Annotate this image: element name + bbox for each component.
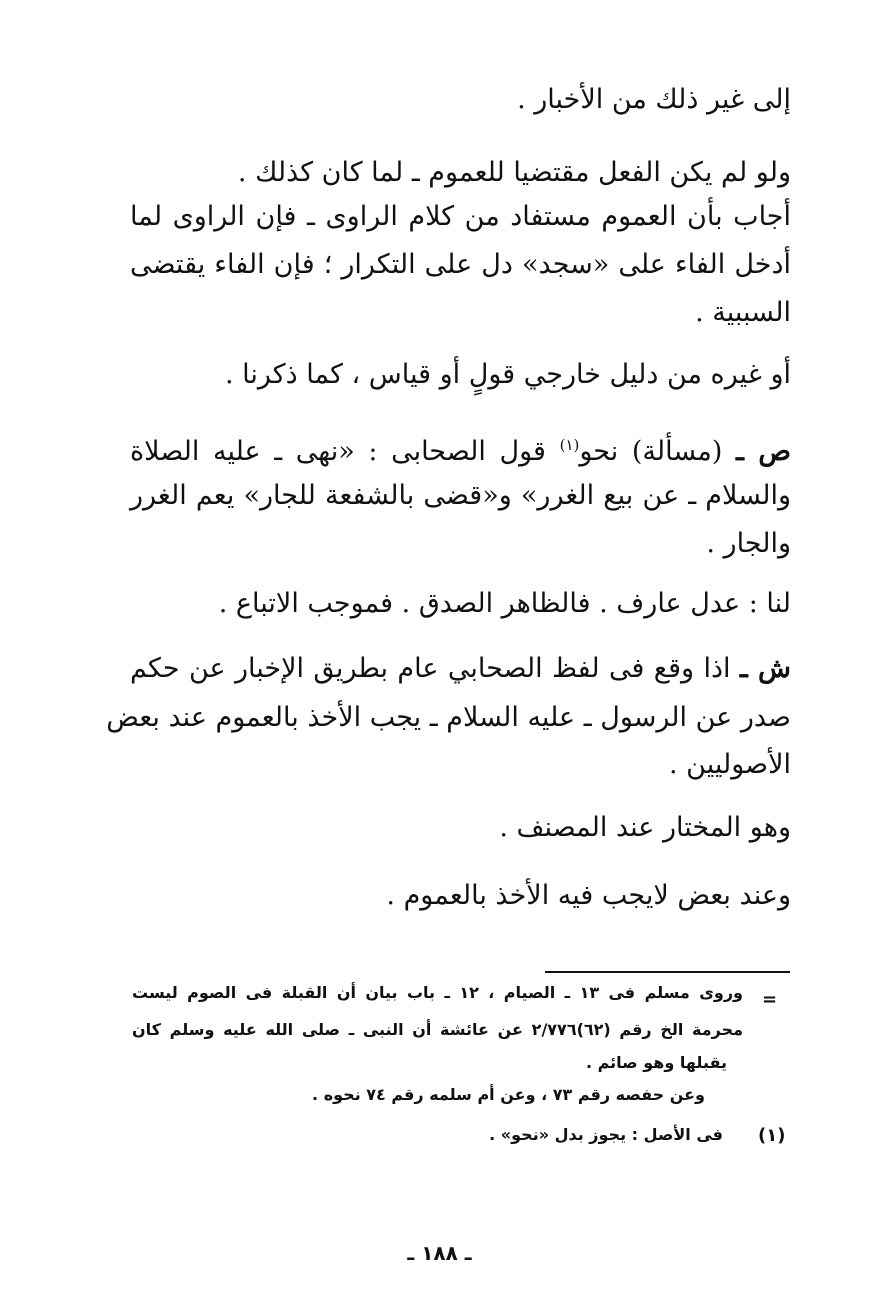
body-line-6: أو غيره من دليل خارجي قولٍ أو قياس ، كما ذكرنا . bbox=[224, 359, 791, 390]
body-line-4: أدخل الفاء على «سجد» دل على التكرار ؛ فإن الفاء يقتضى bbox=[130, 249, 791, 280]
body-line-10: لنا : عدل عارف . فالظاهر الصدق . فموجب الاتباع . bbox=[218, 588, 791, 619]
body-line-8: والسلام ـ عن بيع الغرر» و«قضى بالشفعة للجار» يعم الغرر bbox=[130, 480, 791, 511]
footnote-separator bbox=[545, 971, 790, 973]
body-line-12: صدر عن الرسول ـ عليه السلام ـ يجب الأخذ بالعموم عند بعض bbox=[106, 702, 791, 733]
body-line-1: إلى غير ذلك من الأخبار . bbox=[517, 84, 791, 115]
footnote-line-2: محرمة الخ رقم (٦٢)٢/٧٧٦ عن عائشة أن النبى ـ صلى الله عليه وسلم كان bbox=[132, 1020, 744, 1039]
page-number: ـ ١٨٨ ـ bbox=[407, 1241, 472, 1265]
body-line-2: ولو لم يكن الفعل مقتضيا للعموم ـ لما كان كذلك . bbox=[237, 157, 791, 188]
body-line-11-text: اذا وقع فى لفظ الصحابي عام بطريق الإخبار عن حكم bbox=[130, 653, 731, 684]
body-line-7-rest: قول الصحابى : «نهى ـ عليه الصلاة bbox=[130, 436, 546, 467]
body-line-14: وهو المختار عند المصنف . bbox=[499, 812, 791, 843]
body-line-15: وعند بعض لايجب فيه الأخذ بالعموم . bbox=[386, 880, 791, 911]
footnote-ref-1: (١) bbox=[559, 436, 580, 454]
section-marker-shin: ش ـ bbox=[739, 653, 791, 684]
footnote-text-1: فى الأصل : يجوز بدل «نحو» . bbox=[489, 1125, 723, 1144]
body-line-3: أجاب بأن العموم مستفاد من كلام الراوى ـ فإن الراوى لما bbox=[130, 201, 791, 232]
body-line-5: السببية . bbox=[695, 297, 791, 328]
body-line-9: والجار . bbox=[706, 528, 791, 559]
section-marker-sad: ص ـ bbox=[736, 436, 791, 467]
body-line-7 bbox=[130, 425, 791, 472]
footnote-line-4: وعن حفصه رقم ٧٣ ، وعن أم سلمه رقم ٧٤ نحوه . bbox=[312, 1085, 705, 1104]
footnote-continuation-marker: = bbox=[762, 989, 778, 1010]
masala-label: (مسألة) نحو bbox=[579, 436, 723, 467]
body-line-13: الأصوليين . bbox=[668, 749, 791, 780]
footnote-number-1: (١) bbox=[758, 1125, 786, 1146]
footnote-line-3: يقبلها وهو صائم . bbox=[585, 1053, 727, 1072]
footnote-line-1: وروى مسلم فى ١٣ ـ الصيام ، ١٢ ـ باب بيان أن القبلة فى الصوم ليست bbox=[132, 983, 743, 1002]
body-line-11 bbox=[130, 649, 791, 689]
